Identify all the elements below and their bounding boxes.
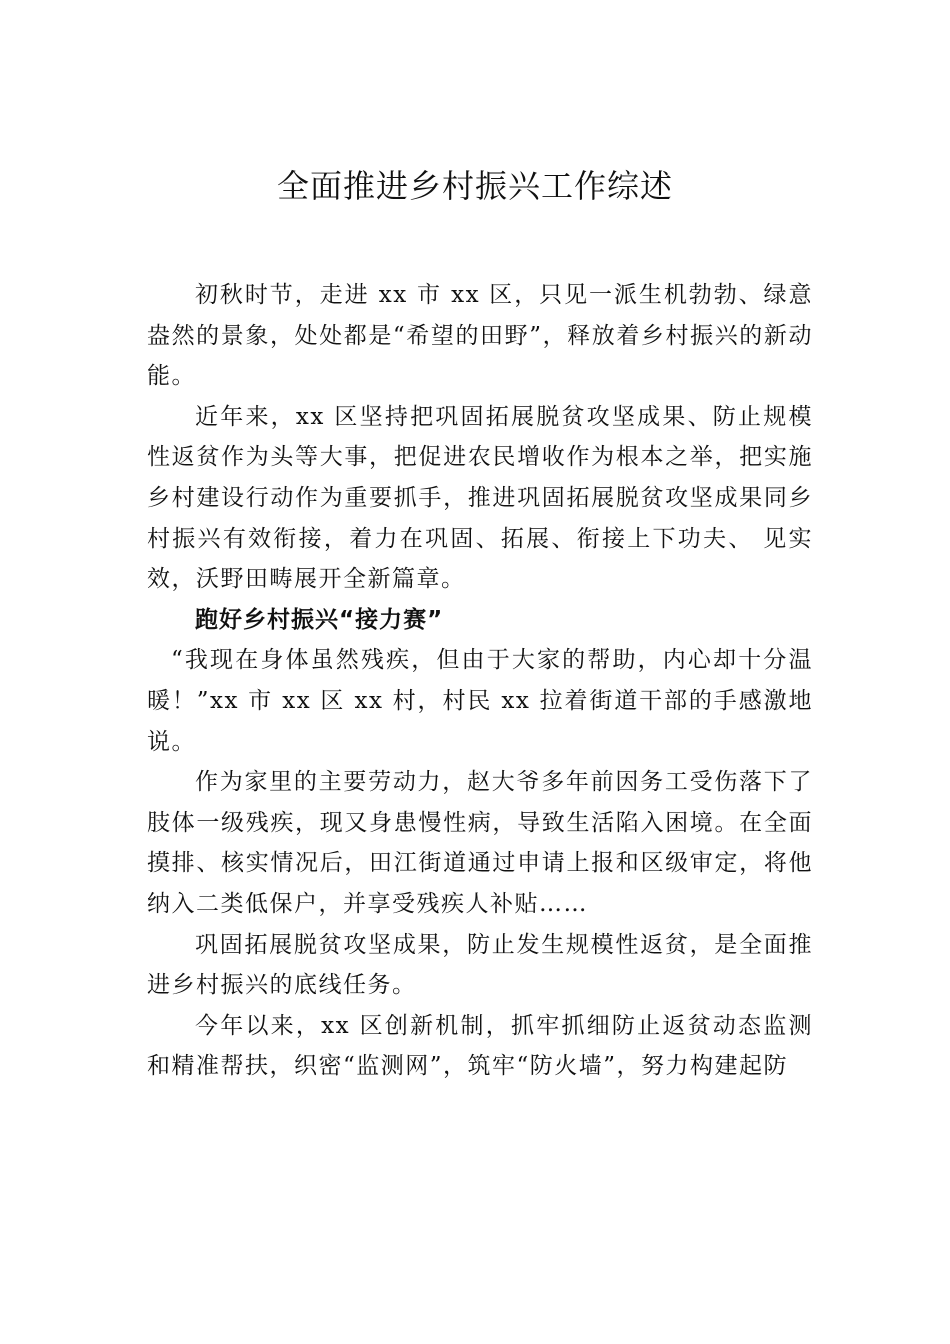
paragraph-quote: “我现在身体虽然残疾，但由于大家的帮助，内心却十分温暖！”xx 市 xx 区 xx 村，村民 xx 拉着街道干部的手感激地说。 [147, 647, 813, 755]
document-body [147, 275, 813, 1087]
paragraph-overview: 近年来，xx 区坚持把巩固拓展脱贫攻坚成果、防止规模性返贫作为头等大事，把促进农民增收作为根本之举，把实施乡村建设行动作为重要抓手，推进巩固拓展脱贫攻坚成果同乡村振兴有效衔接，着力在巩固、拓展、衔接上下功夫、 见实效，沃野田畴展开全新篇章。 [147, 403, 813, 593]
document-title: 全面推进乡村振兴工作综述 [276, 167, 673, 205]
paragraph-intro: 初秋时节，走进 xx 市 xx 区，只见一派生机勃勃、绿意盎然的景象，处处都是“希望的田野”，释放着乡村振兴的新动能。 [147, 282, 813, 390]
paragraph-case: 作为家里的主要劳动力，赵大爷多年前因务工受伤落下了肢体一级残疾，现又身患慢性病，导致生活陷入困境。在全面摸排、核实情况后，田江街道通过申请上报和区级审定，将他纳入二类低保户，并享受残疾人补贴…… [147, 769, 813, 917]
paragraph-mechanism: 今年以来，xx 区创新机制，抓牢抓细防止返贫动态监测和精准帮扶，织密“监测网”，筑牢“防火墙”，努力构建起防 [147, 1012, 813, 1080]
paragraph-bottom-line: 巩固拓展脱贫攻坚成果，防止发生规模性返贫，是全面推进乡村振兴的底线任务。 [147, 931, 813, 999]
section-heading: 跑好乡村振兴“接力赛” [195, 606, 444, 633]
